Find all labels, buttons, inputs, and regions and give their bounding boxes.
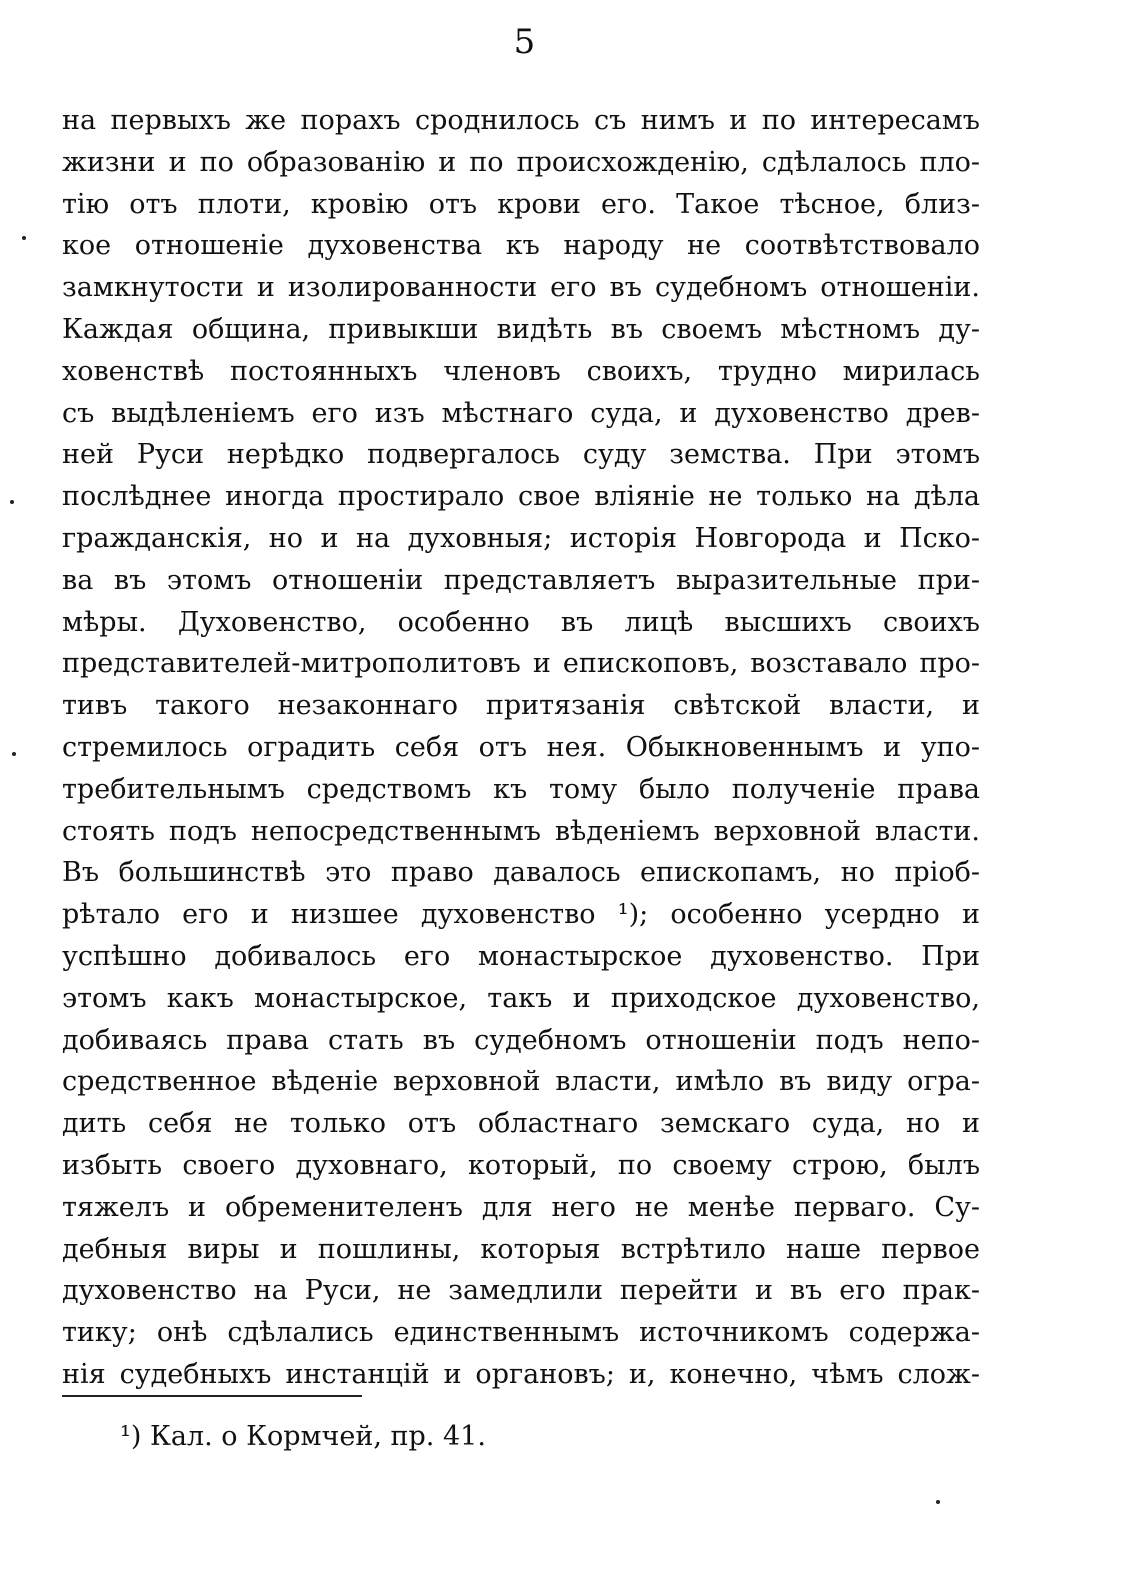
scan-speck [10,500,14,504]
text-line: Въ большинствѣ это право давалось епископамъ, но пріоб- [62,857,980,889]
page-number: 5 [513,22,537,62]
text-line: дебныя виры и пошлины, которыя встрѣтило наше первое [62,1233,980,1265]
text-line: жизни и по образованію и по происхожденію, сдѣлалось пло- [62,146,980,178]
text-line: дить себя не только отъ областнаго земскаго суда, но и [62,1108,980,1140]
scan-speck [12,752,16,756]
body-text [62,100,980,1396]
scan-speck [936,1500,940,1504]
text-line: духовенство на Руси, не замедлили перейти и въ его прак- [62,1275,980,1307]
text-line: добиваясь права стать въ судебномъ отношеніи подъ непо- [62,1024,980,1056]
text-line: стоять подъ непосредственнымъ вѣденіемъ верховной власти. [62,815,980,847]
text-line: избыть своего духовнаго, который, по своему строю, былъ [62,1149,980,1181]
text-line: ховенствѣ постоянныхъ членовъ своихъ, трудно мирилась [62,355,980,387]
text-line: замкнутости и изолированности его въ судебномъ отношеніи. [62,272,980,304]
text-line: Каждая община, привыкши видѣть въ своемъ мѣстномъ ду- [62,313,980,345]
text-line: этомъ какъ монастырское, такъ и приходское духовенство, [62,982,980,1014]
text-line: стремилось оградить себя отъ нея. Обыкновеннымъ и упо- [62,731,980,763]
text-line: представителей-митрополитовъ и епископовъ, возставало про- [62,648,980,680]
text-line: гражданскія, но и на духовныя; исторія Новгорода и Пско- [62,522,980,554]
footnote-divider [62,1395,362,1397]
text-line: тяжелъ и обременителенъ для него не менѣе перваго. Су- [62,1191,980,1223]
text-line: послѣднее иногда простирало свое вліяніе не только на дѣла [62,481,980,513]
text-line: съ выдѣленіемъ его изъ мѣстнаго суда, и духовенство древ- [62,397,980,429]
text-line: тику; онѣ сдѣлались единственнымъ источникомъ содержа- [62,1317,980,1349]
text-line: кое отношеніе духовенства къ народу не соотвѣтствовало [62,230,980,262]
text-line: на первыхъ же порахъ сроднилось съ нимъ и по интересамъ [62,105,980,136]
text-line: средственное вѣденіе верховной власти, имѣло въ виду огра- [62,1066,980,1098]
text-line: ва въ этомъ отношеніи представляетъ выразительные при- [62,564,980,596]
text-line: ней Руси нерѣдко подвергалось суду земства. При этомъ [62,439,980,471]
text-line: рѣтало его и низшее духовенство ¹); особенно усердно и [62,899,980,931]
scan-speck [22,236,26,240]
text-line: тивъ такого незаконнаго притязанія свѣтской власти, и [62,690,980,722]
text-line: мѣры. Духовенство, особенно въ лицѣ высшихъ своихъ [62,606,980,638]
text-line: требительнымъ средствомъ къ тому было полученіе права [62,773,980,805]
text-line: успѣшно добивалось его монастырское духовенство. При [62,940,980,972]
footnote: ¹) Кал. о Кормчей, пр. 41. [120,1421,486,1452]
text-line: тію отъ плоти, кровію отъ крови его. Такое тѣсное, близ- [62,188,980,220]
text-line: нія судебныхъ инстанцій и органовъ; и, конечно, чѣмъ слож- [62,1358,980,1390]
